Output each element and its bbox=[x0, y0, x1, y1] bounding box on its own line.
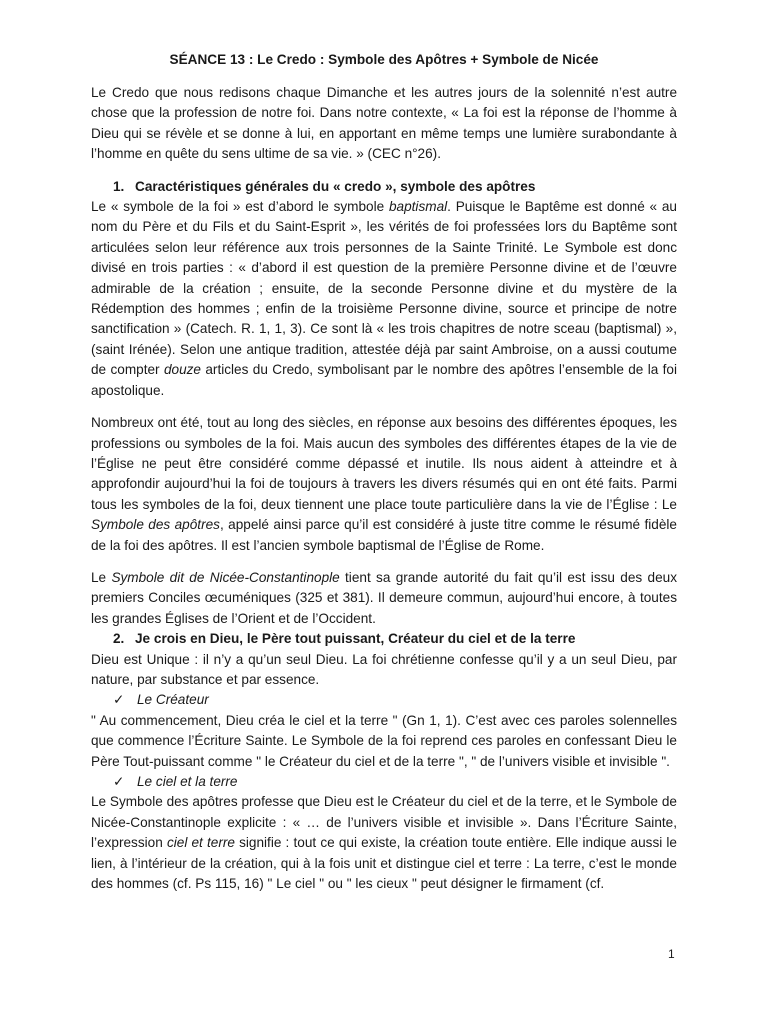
section-1-paragraph-2 bbox=[91, 413, 677, 556]
text-run: . Puisque le Baptême est donné « au nom du Père et du Fils et du Saint-Esprit », les vérités de foi professées lors du Baptême sont articulées selon leur référence aux trois personnes de la Sainte Trinité. Le Symbole est donc divisé en trois parties : « d’abord il est question de la première Personne divine et de l’œuvre admirable de la création ; ensuite, de la seconde Personne divine et du mystère de la Rédemption des hommes ; enfin de la troisième Personne divine, source et principe de notre sanctification » (Catech. R. 1, 1, 3). Ce sont là « les trois chapitres de notre sceau (baptismal) », (saint Irénée). Selon une antique tradition, attestée déjà par saint Ambroise, on a aussi coutume de compter bbox=[91, 199, 677, 378]
checkmark-icon: ✓ bbox=[113, 692, 125, 708]
text-run: Le Symbole des apôtres professe que Dieu est le Créateur du ciel et de la terre, et le Symbole de Nicée-Constantinople explicite : « … de l’univers visible et invisible ». Dans l’Écriture Sainte, l’expression bbox=[91, 794, 677, 851]
emphasis-nicee-constantinople: Symbole dit de Nicée-Constantinople bbox=[111, 569, 340, 585]
section-1-number: 1. bbox=[113, 178, 125, 194]
text-run: signifie : tout ce qui existe, la création toute entière. Elle indique aussi le lien, à l’intérieur de la création, qui à la fois unit et distingue ciel et terre : La terre, c’est le monde des hommes (cf. Ps 115, 16) " Le ciel " ou " les cieux " peut désigner le firmament (cf. bbox=[91, 835, 677, 892]
page-title: SÉANCE 13 : Le Credo : Symbole des Apôtres + Symbole de Nicée bbox=[169, 52, 599, 67]
section-1-paragraph-3 bbox=[91, 568, 677, 629]
subsection-ciel-terre-label: Le ciel et la terre bbox=[137, 774, 238, 789]
text-run: , appelé ainsi parce qu’il est considéré à juste titre comme le résumé fidèle de la foi des apôtres. Il est l’ancien symbole baptismal de l’Église de Rome. bbox=[91, 517, 677, 553]
text-run: Le bbox=[91, 569, 112, 585]
section-2-title: Je crois en Dieu, le Père tout puissant, Créateur du ciel et de la terre bbox=[135, 631, 576, 647]
document-body bbox=[91, 50, 677, 894]
text-run: tient sa grande autorité du fait qu’il est issu des deux premiers Conciles œcuméniques (325 et 381). Il demeure commun, aujourd’hui encore, à toutes les grandes Églises de l’Orient et de l’Occident. bbox=[91, 569, 677, 626]
section-1-paragraph-1 bbox=[91, 197, 677, 401]
emphasis-douze: douze bbox=[163, 362, 201, 378]
intro-paragraph: Le Credo que nous redisons chaque Dimanche et les autres jours de la solennité n’est autre chose que la profession de notre foi. Dans notre contexte, « La foi est la réponse de l’homme à Dieu qui se révèle et se donne à lui, en apportant en même temps une lumière surabondante à l’homme en quête du sens ultime de sa vie. » (CEC n°26). bbox=[91, 85, 677, 162]
section-2-paragraph-1: Dieu est Unique : il n’y a qu’un seul Dieu. La foi chrétienne confesse qu’il y a un seul Dieu, par nature, par substance et par essence. bbox=[91, 651, 677, 687]
section-2-heading bbox=[91, 629, 677, 649]
subsection-createur-label: Le Créateur bbox=[137, 692, 209, 708]
section-2-number: 2. bbox=[113, 631, 125, 647]
section-1-heading bbox=[91, 177, 677, 197]
subsection-ciel-terre bbox=[91, 772, 677, 792]
emphasis-baptismal: baptismal bbox=[388, 199, 448, 215]
page-number: 1 bbox=[668, 947, 675, 961]
subsection-ciel-terre-text bbox=[91, 792, 677, 894]
subsection-createur-text: " Au commencement, Dieu créa le ciel et la terre " (Gn 1, 1). C’est avec ces paroles solennelles que commence l’Écriture Sainte. Le Symbole de la foi reprend ces paroles en confessant Dieu le Père Tout-puissant comme " le Créateur du ciel et de la terre ", " de l’univers visible et invisible ". bbox=[91, 712, 677, 769]
text-run: Le « symbole de la foi » est d’abord le symbole bbox=[91, 199, 389, 215]
subsection-createur bbox=[91, 690, 677, 710]
emphasis-ciel-et-terre: ciel et terre bbox=[166, 835, 235, 851]
section-1-title: Caractéristiques générales du « credo », symbole des apôtres bbox=[135, 178, 536, 194]
checkmark-icon: ✓ bbox=[113, 774, 125, 789]
text-run: articles du Credo, symbolisant par le nombre des apôtres l’ensemble de la foi apostolique. bbox=[91, 362, 678, 398]
text-run: Nombreux ont été, tout au long des siècles, en réponse aux besoins des différentes époques, les professions ou symboles de la foi. Mais aucun des symboles des différentes étapes de la vie de l’Église ne peut être considéré comme dépassé et inutile. Ils nous aident à atteindre et à approfondir aujourd’hui la foi de toujours à travers les divers résumés qui en ont été faits. Parmi tous les symboles de la foi, deux tiennent une place toute particulière dans la vie de l’Église : Le bbox=[91, 415, 677, 512]
emphasis-symbole-des-apotres: Symbole des apôtres bbox=[91, 517, 220, 533]
